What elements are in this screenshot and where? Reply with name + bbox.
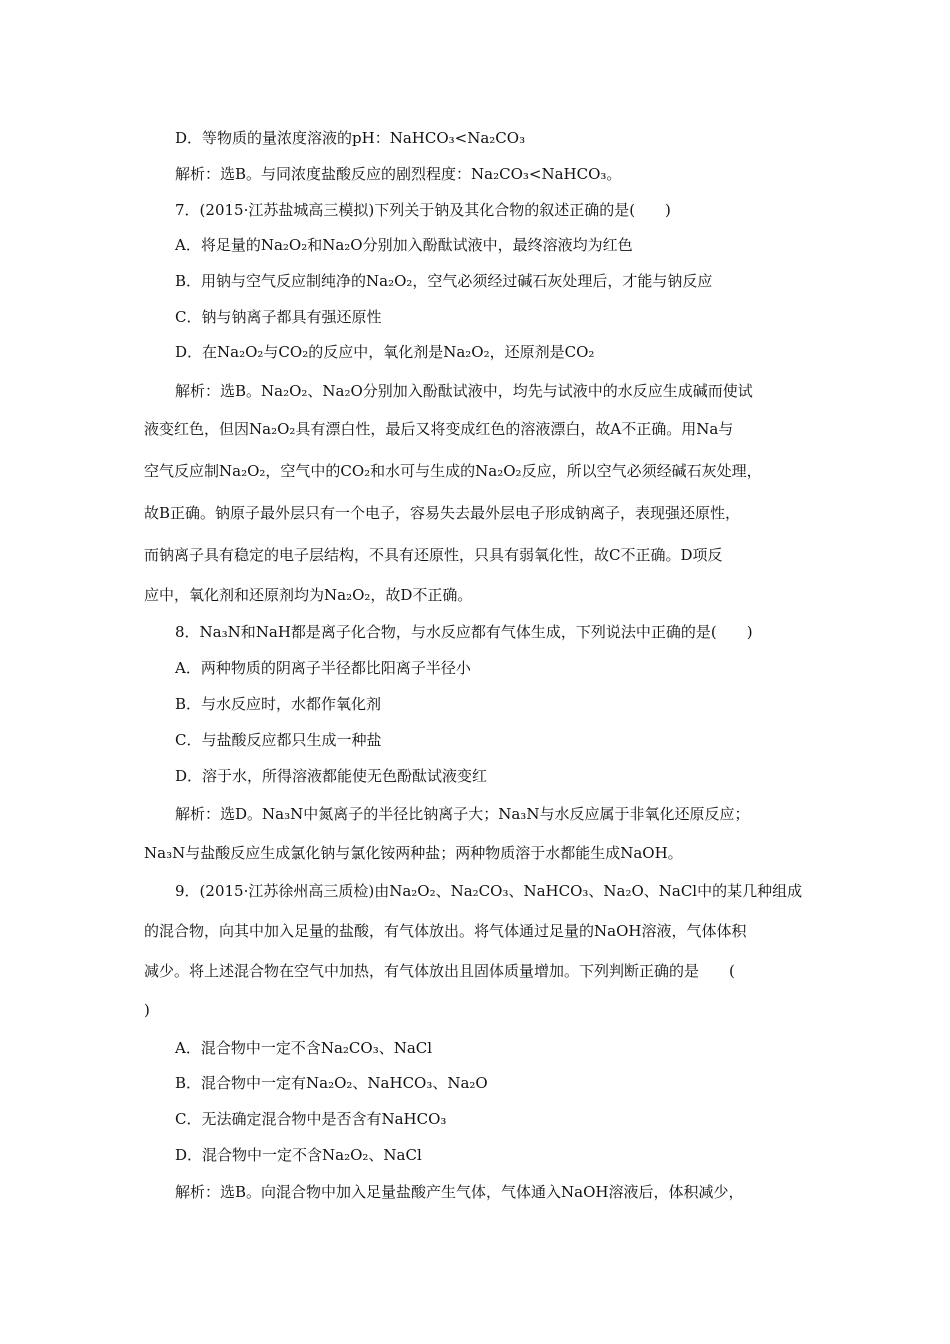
q7-analysis-line: 空气反应制Na₂O₂，空气中的CO₂和水可与生成的Na₂O₂反应，所以空气必须经碱石灰处理，	[144, 462, 762, 480]
q7-stem: 7．(2015·江苏盐城高三模拟)下列关于钠及其化合物的叙述正确的是( )	[175, 201, 671, 219]
q9-stem-line: )	[144, 1001, 150, 1019]
q9-stem-line: 9．(2015·江苏徐州高三质检)由Na₂O₂、Na₂CO₃、NaHCO₃、Na₂O、NaCl中的某几种组成	[175, 882, 803, 900]
q8-analysis-line: 解析：选D。Na₃N中氮离子的半径比钠离子大；Na₃N与水反应属于非氧化还原反应；	[175, 805, 750, 823]
q7-analysis-line: 液变红色，但因Na₂O₂具有漂白性，最后又将变成红色的溶液漂白，故A不正确。用Na与	[144, 420, 734, 438]
q9-option-b: B．混合物中一定有Na₂O₂、NaHCO₃、Na₂O	[175, 1074, 488, 1092]
q9-analysis-line: 解析：选B。向混合物中加入足量盐酸产生气体，气体通入NaOH溶液后，体积减少，	[175, 1183, 744, 1201]
q8-option-a: A．两种物质的阴离子半径都比阳离子半径小	[175, 659, 471, 677]
q9-stem-line: 的混合物，向其中加入足量的盐酸，有气体放出。将气体通过足量的NaOH溶液，气体体积	[144, 922, 747, 940]
q8-option-b: B．与水反应时，水都作氧化剂	[175, 695, 382, 713]
q9-option-d: D．混合物中一定不含Na₂O₂、NaCl	[175, 1146, 422, 1164]
q8-analysis-line: Na₃N与盐酸反应生成氯化钠与氯化铵两种盐；两种物质溶于水都能生成NaOH。	[144, 844, 683, 862]
q7-analysis-line: 而钠离子具有稳定的电子层结构，不具有还原性，只具有弱氧化性，故C不正确。D项反	[144, 546, 723, 564]
q9-option-a: A．混合物中一定不含Na₂CO₃、NaCl	[175, 1039, 433, 1057]
q8-stem: 8．Na₃N和NaH都是离子化合物，与水反应都有气体生成，下列说法中正确的是( )	[175, 623, 753, 641]
q7-option-a: A．将足量的Na₂O₂和Na₂O分别加入酚酞试液中，最终溶液均为红色	[175, 236, 633, 254]
q8-option-d: D．溶于水，所得溶液都能使无色酚酞试液变红	[175, 767, 488, 785]
q7-option-b: B．用钠与空气反应制纯净的Na₂O₂，空气必须经过碱石灰处理后，才能与钠反应	[175, 272, 713, 290]
q7-option-d: D．在Na₂O₂与CO₂的反应中，氧化剂是Na₂O₂，还原剂是CO₂	[175, 343, 595, 361]
q8-option-c: C．与盐酸反应都只生成一种盐	[175, 731, 382, 749]
q7-analysis-line: 故B正确。钠原子最外层只有一个电子，容易失去最外层电子形成钠离子，表现强还原性，	[144, 504, 741, 522]
q6-option-d: D．等物质的量浓度溶液的pH：NaHCO₃<Na₂CO₃	[175, 129, 526, 147]
q6-analysis: 解析：选B。与同浓度盐酸反应的剧烈程度：Na₂CO₃<NaHCO₃。	[175, 165, 622, 183]
q7-analysis-line: 解析：选B。Na₂O₂、Na₂O分别加入酚酞试液中，均先与试液中的水反应生成碱而使试	[175, 382, 753, 400]
q9-stem-line: 减少。将上述混合物在空气中加热，有气体放出且固体质量增加。下列判断正确的是 (	[144, 962, 735, 980]
q7-analysis-line: 应中，氧化剂和还原剂均为Na₂O₂，故D不正确。	[144, 586, 473, 604]
q7-option-c: C．钠与钠离子都具有强还原性	[175, 308, 382, 326]
q9-option-c: C．无法确定混合物中是否含有NaHCO₃	[175, 1110, 447, 1128]
